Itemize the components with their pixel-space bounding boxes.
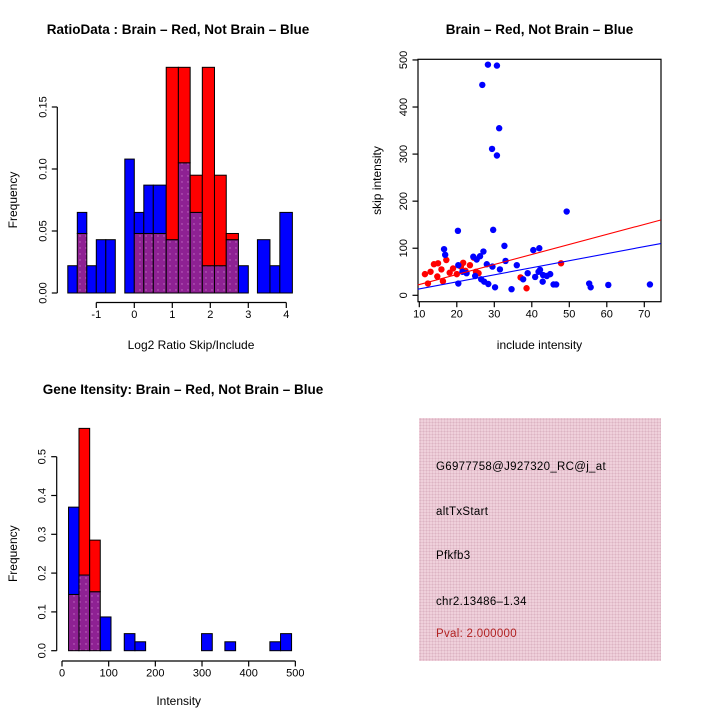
x-tick-label: 400 — [239, 667, 258, 680]
x-tick-label: 3 — [245, 309, 252, 321]
red-bar — [214, 175, 226, 266]
x-tick-label: 0 — [131, 309, 138, 321]
overlap-bar — [202, 266, 214, 293]
blue-bar — [135, 642, 146, 651]
red-bar — [166, 67, 178, 239]
blue-bar — [225, 642, 236, 651]
blue-point — [514, 262, 520, 268]
blue-point — [497, 266, 503, 272]
overlap-bar — [178, 163, 190, 293]
plot-box — [418, 59, 661, 301]
blue-bar — [125, 159, 135, 293]
blue-point — [508, 286, 514, 292]
blue-point — [539, 278, 545, 284]
red-point — [523, 285, 529, 291]
x-tick-label: 2 — [207, 309, 214, 321]
blue-point — [490, 227, 496, 233]
overlap-bar — [166, 240, 178, 293]
blue-point — [536, 245, 542, 251]
x-tick-label: 70 — [638, 308, 651, 321]
locus-text: chr2.13486–1.34 — [436, 596, 527, 608]
ratio-histogram-chart — [0, 0, 360, 360]
y-tick-label: 400 — [398, 97, 410, 117]
y-tick-label: 0.15 — [37, 96, 50, 118]
blue-point — [473, 256, 479, 262]
blue-bar — [134, 212, 144, 233]
blue-bar — [87, 266, 97, 293]
blue-point — [530, 247, 536, 253]
gene-name-text: Pfkfb3 — [436, 550, 471, 562]
y-tick-label: 0.05 — [37, 220, 50, 242]
overlap-bar — [190, 212, 202, 293]
chart-title: Brain – Red, Not Brain – Blue — [445, 22, 634, 37]
blue-bar — [270, 266, 280, 293]
red-point — [558, 260, 564, 266]
blue-bar — [153, 185, 166, 233]
x-tick-label: 1 — [169, 309, 176, 321]
overlap-bar — [134, 233, 144, 293]
blue-bar — [96, 240, 106, 293]
overlap-bar — [214, 266, 226, 293]
x-axis-label: Log2 Ratio Skip/Include — [127, 338, 255, 352]
blue-point — [492, 284, 498, 290]
blue-bar — [281, 634, 292, 651]
blue-point — [494, 62, 500, 68]
chart-title: RatioData : Brain – Red, Not Brain – Blue — [46, 22, 310, 37]
x-tick-label: 300 — [192, 667, 212, 680]
y-tick-label: 0.2 — [36, 565, 49, 581]
blue-bar — [270, 642, 281, 651]
blue-bar — [144, 185, 154, 233]
y-tick-label: 100 — [398, 239, 410, 258]
blue-point — [485, 61, 491, 67]
y-tick-label: 0.4 — [36, 487, 49, 504]
x-tick-label: 40 — [525, 308, 538, 321]
x-tick-label: 100 — [99, 667, 118, 680]
x-tick-label: 4 — [283, 309, 290, 321]
y-axis-label: Frequency — [6, 525, 20, 583]
probe-id-text: G6977758@J927320_RC@j_at — [436, 461, 606, 473]
y-tick-label: 200 — [398, 191, 410, 211]
y-tick-label: 0 — [398, 292, 410, 299]
x-tick-label: 0 — [58, 667, 66, 680]
blue-bar — [69, 507, 79, 594]
x-axis-label: include intensity — [496, 338, 583, 352]
blue-bar — [280, 212, 293, 293]
y-tick-label: 0.10 — [37, 158, 50, 180]
blue-bar — [257, 240, 270, 293]
blue-point — [553, 281, 559, 287]
blue-bar — [68, 266, 78, 293]
blue-point — [647, 281, 653, 287]
red-bar — [178, 67, 190, 162]
blue-point — [532, 274, 538, 280]
overlap-bar — [144, 233, 154, 293]
y-tick-label: 0.00 — [37, 282, 50, 304]
blue-point — [455, 228, 461, 234]
blue-point — [479, 82, 485, 88]
red-bar — [226, 233, 238, 239]
blue-point — [524, 270, 530, 276]
y-tick-label: 0.0 — [36, 643, 49, 659]
red-bar — [79, 428, 90, 575]
blue-point — [485, 281, 491, 287]
y-tick-label: 300 — [398, 144, 410, 164]
overlap-bar — [153, 233, 166, 293]
x-tick-label: 60 — [600, 308, 613, 321]
blue-bar — [124, 634, 135, 651]
blue-point — [544, 273, 550, 279]
x-tick-label: 10 — [413, 308, 426, 321]
blue-bar — [106, 240, 116, 293]
y-tick-label: 0.1 — [36, 604, 49, 620]
x-tick-label: 20 — [450, 308, 463, 321]
red-bar — [202, 67, 214, 265]
blue-point — [520, 276, 526, 282]
blue-bar — [202, 634, 213, 651]
blue-point — [489, 146, 495, 152]
red-bar — [90, 540, 101, 592]
blue-bar — [77, 212, 87, 233]
blue-point — [455, 262, 461, 268]
overlap-bar — [90, 592, 101, 651]
x-tick-label: -1 — [91, 309, 102, 321]
blue-bar — [238, 266, 248, 293]
red-point — [435, 260, 441, 266]
blue-point — [496, 125, 502, 131]
y-tick-label: 0.3 — [36, 526, 49, 542]
x-axis-label: Intensity — [156, 694, 202, 708]
blue-point — [442, 252, 448, 258]
x-tick-label: 500 — [286, 667, 305, 680]
chart-title: Gene Itensity: Brain – Red, Not Brain – Blue — [42, 382, 324, 397]
blue-point — [605, 282, 611, 288]
blue-point — [587, 284, 593, 290]
x-tick-label: 50 — [563, 308, 576, 321]
red-point — [467, 262, 473, 268]
overlap-bar — [77, 233, 87, 293]
blue-point — [563, 208, 569, 214]
red-point — [427, 269, 433, 275]
skip-include-scatter-chart — [360, 0, 720, 360]
gene-info-panel — [419, 418, 661, 661]
red-bar — [190, 175, 202, 212]
red-point — [438, 266, 444, 272]
blue-bar — [100, 617, 111, 651]
red-point — [422, 271, 428, 277]
y-axis-label: Frequency — [6, 171, 20, 229]
y-tick-label: 0.5 — [36, 449, 49, 465]
event-type-text: altTxStart — [436, 506, 489, 518]
overlap-bar — [69, 594, 79, 650]
overlap-bar — [226, 240, 238, 293]
y-axis-label: skip intensity — [370, 146, 384, 215]
x-tick-label: 200 — [146, 667, 165, 680]
gene-intensity-histogram-chart — [0, 360, 360, 720]
blue-point — [441, 246, 447, 252]
blue-point — [494, 152, 500, 158]
pval-text: Pval: 2.000000 — [436, 628, 517, 640]
red-fit-line — [418, 220, 661, 285]
x-tick-label: 30 — [488, 308, 501, 321]
overlap-bar — [79, 575, 90, 651]
blue-point — [501, 243, 507, 249]
y-tick-label: 500 — [398, 50, 410, 70]
